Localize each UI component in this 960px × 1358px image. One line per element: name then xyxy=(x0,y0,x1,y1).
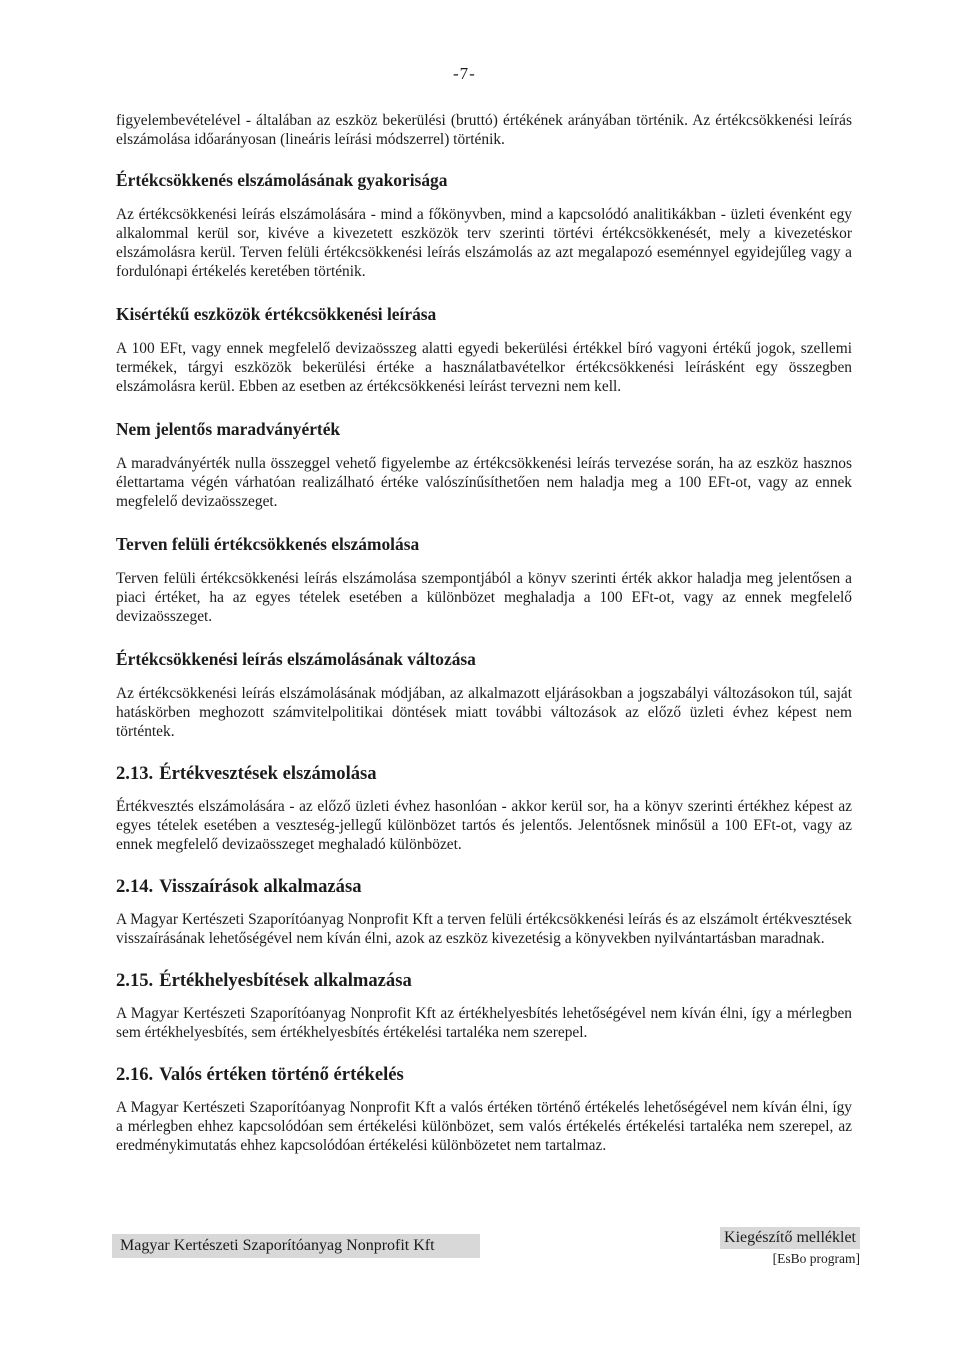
section-heading-2-13 xyxy=(116,763,852,785)
footer-company: Magyar Kertészeti Szaporítóanyag Nonprofit Kft xyxy=(112,1234,480,1258)
section-title: Valós értéken történő értékelés xyxy=(159,1064,404,1085)
section-text-method-change: Az értékcsökkenési leírás elszámolásának módjában, az alkalmazott eljárásokban a jogszabályi változásokon túl, saját hatáskörben meghozott számvitelpolitikai döntések miatt további változások az előző üzleti évhez képest nem történtek. xyxy=(116,685,852,740)
section-title: Visszaírások alkalmazása xyxy=(159,876,362,897)
section-heading-2-16 xyxy=(116,1064,852,1086)
document-body xyxy=(116,111,852,1177)
section-number: 2.13. xyxy=(116,763,154,784)
footer-program: [EsBo program] xyxy=(772,1251,860,1266)
section-number: 2.15. xyxy=(116,970,154,991)
footer-right-block xyxy=(720,1227,860,1269)
section-heading-2-15 xyxy=(116,970,852,992)
section-heading-residual-value: Nem jelentős maradványérték xyxy=(116,419,341,439)
section-heading-low-value-assets: Kisértékű eszközök értékcsökkenési leírása xyxy=(116,304,437,324)
section-text-residual-value: A maradványérték nulla összeggel vehető figyelembe az értékcsökkenési leírás tervezése során, ha az eszköz hasznos élettartama végén várhatóan realizálható értéke valószínűsíthetően nem haladja meg a 100 EFt-ot, vagy az ennek megfelelő devizaösszeget. xyxy=(116,455,852,510)
page-footer xyxy=(112,1227,860,1289)
section-text-frequency: Az értékcsökkenési leírás elszámolására - mind a főkönyvben, mind a kapcsolódó analitikákban - üzleti évenként egy alkalommal kerül sor, kivéve a kivezetett eszközök terv szerinti törtévi értékcsökkenését, mely a kivezetéskor elszámolásra kerül. Terven felüli értékcsökkenési leírás elszámolás az azt megalapozó eseménnyel egyidejűleg vagy a fordulónapi értékelés keretében történik. xyxy=(116,206,852,280)
section-number: 2.16. xyxy=(116,1064,154,1085)
page-number: -7- xyxy=(453,64,476,83)
intro-paragraph: figyelembevételével - általában az eszköz bekerülési (bruttó) értékének arányában történik. Az értékcsökkenési leírás elszámolása időarányosan (lineáris leírási módszerrel) történik. xyxy=(116,112,852,148)
section-heading-frequency: Értékcsökkenés elszámolásának gyakorisága xyxy=(116,170,448,190)
section-text-2-14: A Magyar Kertészeti Szaporítóanyag Nonprofit Kft a terven felüli értékcsökkenési leírás és az elszámolt értékvesztések visszaírásának lehetőségével nem kíván élni, azok az eszköz kivezetésig a könyvekben nyilvántartásban maradnak. xyxy=(116,911,852,947)
section-number: 2.14. xyxy=(116,876,154,897)
section-text-2-15: A Magyar Kertészeti Szaporítóanyag Nonprofit Kft az értékhelyesbítés lehetőségével nem kíván élni, így a mérlegben sem értékhelyesbítés, sem értékhelyesbítés értékelési tartaléka nem szerepel. xyxy=(116,1005,852,1041)
section-heading-2-14 xyxy=(116,876,852,898)
section-text-extraordinary-depreciation: Terven felüli értékcsökkenési leírás elszámolása szempontjából a könyv szerinti érték akkor haladja meg jelentősen a piaci értéket, ha az egyes tételek esetében a különbözet meghaladja a 100 EFt-ot, vagy az ennek megfelelő devizaösszeget. xyxy=(116,570,852,625)
section-title: Értékhelyesbítések alkalmazása xyxy=(159,970,412,991)
section-text-2-13: Értékvesztés elszámolására - az előző üzleti évhez hasonlóan - akkor kerül sor, ha a könyv szerinti értékhez képest az egyes tételek esetében a veszteség-jellegű különbözet tartós és jelentős. Jelentősnek minősül a 100 EFt-ot, vagy az ennek megfelelő devizaösszeget meghaladó különbözet. xyxy=(116,798,852,853)
section-text-low-value-assets: A 100 EFt, vagy ennek megfelelő devizaösszeg alatti egyedi bekerülési értékkel bíró vagyoni értékű jogok, szellemi termékek, tárgyi eszközök bekerülési értéke a használatbavételkor értékcsökkenési leírásként egy összegben elszámolásra kerül. Ebben az esetben az értékcsökkenési leírást tervezni nem kell. xyxy=(116,340,852,395)
section-heading-extraordinary-depreciation: Terven felüli értékcsökkenés elszámolása xyxy=(116,534,420,554)
section-text-2-16: A Magyar Kertészeti Szaporítóanyag Nonprofit Kft a valós értéken történő értékelés lehetőségével nem kíván élni, így a mérlegben ehhez kapcsolódóan sem értékelési különbözet, sem valós értékelés értékelési tartaléka nem szerepel, az eredménykimutatás ehhez kapcsolódóan értékelési különbözetet nem tartalmaz. xyxy=(116,1099,852,1154)
footer-document-label: Kiegészítő melléklet xyxy=(720,1227,860,1249)
section-heading-method-change: Értékcsökkenési leírás elszámolásának változása xyxy=(116,649,476,669)
section-title: Értékvesztések elszámolása xyxy=(159,763,377,784)
